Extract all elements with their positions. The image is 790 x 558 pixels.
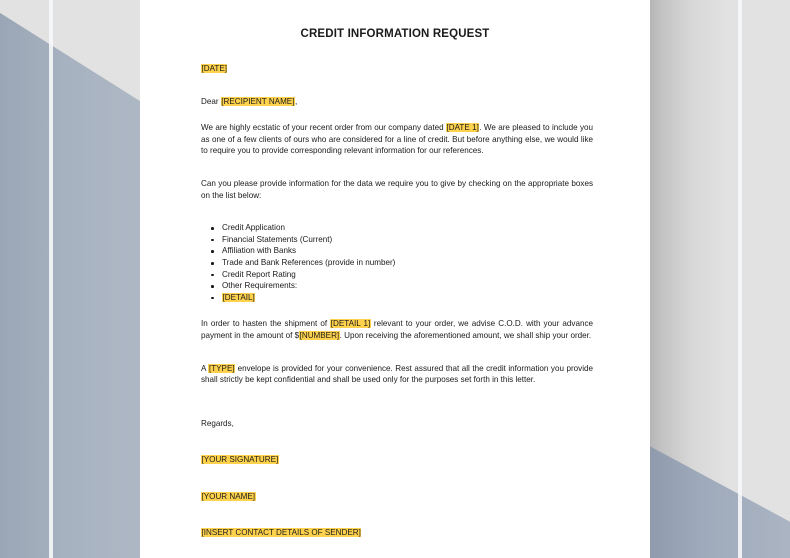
list-item-label: Trade and Bank References (provide in number) [222,257,396,267]
spacer-after-signature [201,466,593,491]
list-item-label: Credit Report Rating [222,269,296,279]
salutation-suffix: , [294,96,298,106]
spacer-after-salutation [201,107,593,122]
sender-name-line [201,491,593,503]
spacer-after-bullets [201,303,593,318]
detail-placeholder[interactable]: [DETAIL] [222,292,255,302]
salutation-prefix: Dear [201,96,221,106]
paragraph-shipment [201,318,593,341]
list-item[interactable] [201,234,593,246]
list-item[interactable] [201,245,593,257]
list-item[interactable] [201,257,593,269]
spacer-after-date [201,75,593,96]
document-title: CREDIT INFORMATION REQUEST [300,28,490,40]
paragraph-request: Can you please provide information for the data we require you to give by checking on the appropriate boxes on the list below: [201,178,593,200]
salutation-line [201,96,593,108]
backdrop-left-seam [49,0,53,558]
contact-details-placeholder[interactable]: [INSERT CONTACT DETAILS OF SENDER] [201,528,361,538]
signature-placeholder[interactable]: [YOUR SIGNATURE] [201,455,279,465]
signature-line [201,454,593,466]
requirements-list [201,222,593,303]
backdrop-right-seam [738,0,742,558]
signature-block [201,418,593,539]
order-date-placeholder[interactable]: [DATE 1] [446,123,479,133]
spacer-after-paragraph-shipment [201,353,593,363]
paragraph-intro-part2: . We are pleased to include you as one of a few clients of ours who are considered for a line of credit. But before anything else, we would like to require you to provide corresponding relevant information for our references. [201,123,594,156]
list-item-label: Other Requirements: [222,281,298,291]
paragraph-shipment-part2: relevant to your order, we advise C.O.D. with your advance payment in the amount of $ [201,319,594,340]
spacer-before-closing [201,397,593,418]
decorative-backdrop-left [0,0,146,558]
paragraph-envelope [201,363,593,386]
amount-placeholder[interactable]: [NUMBER] [299,330,340,340]
paragraph-envelope-part2: envelope is provided for your convenience. Rest assured that all the credit information you provide shall strictly be kept confidential and shall be used only for the purposes set forth in this letter. [201,363,594,385]
paragraph-shipment-part1: In order to hasten the shipment of [201,319,331,329]
envelope-type-placeholder[interactable]: [TYPE] [208,363,235,373]
spacer-after-name [201,502,593,527]
paragraph-shipment-part3: . Upon receiving the aforementioned amount, we shall ship your order. [339,330,592,340]
list-item-label: Financial Statements (Current) [222,234,333,244]
spacer-after-paragraph-intro [201,168,593,178]
date-placeholder[interactable]: [DATE] [201,64,227,73]
list-item[interactable] [201,222,593,234]
list-item[interactable] [201,280,593,292]
document-content [201,63,593,539]
paragraph-intro [201,122,593,157]
document-page [140,0,650,558]
list-item-label: Credit Application [222,223,285,233]
spacer-before-bullets [201,212,593,222]
shipment-detail-placeholder[interactable]: [DETAIL 1] [330,319,371,329]
closing-line: Regards, [201,418,234,428]
paragraph-intro-part1: We are highly ecstatic of your recent order from our company dated [201,123,447,133]
paragraph-envelope-part1: A [201,363,209,373]
list-item[interactable] [201,269,593,281]
decorative-backdrop-right [645,0,790,558]
spacer-after-closing [201,429,593,454]
recipient-name-placeholder[interactable]: [RECIPIENT NAME] [221,96,295,106]
date-line [201,63,593,75]
sender-name-placeholder[interactable]: [YOUR NAME] [201,491,256,501]
contact-details-line [201,527,593,539]
list-item[interactable] [201,292,593,304]
list-item-label: Affiliation with Banks [222,246,297,256]
